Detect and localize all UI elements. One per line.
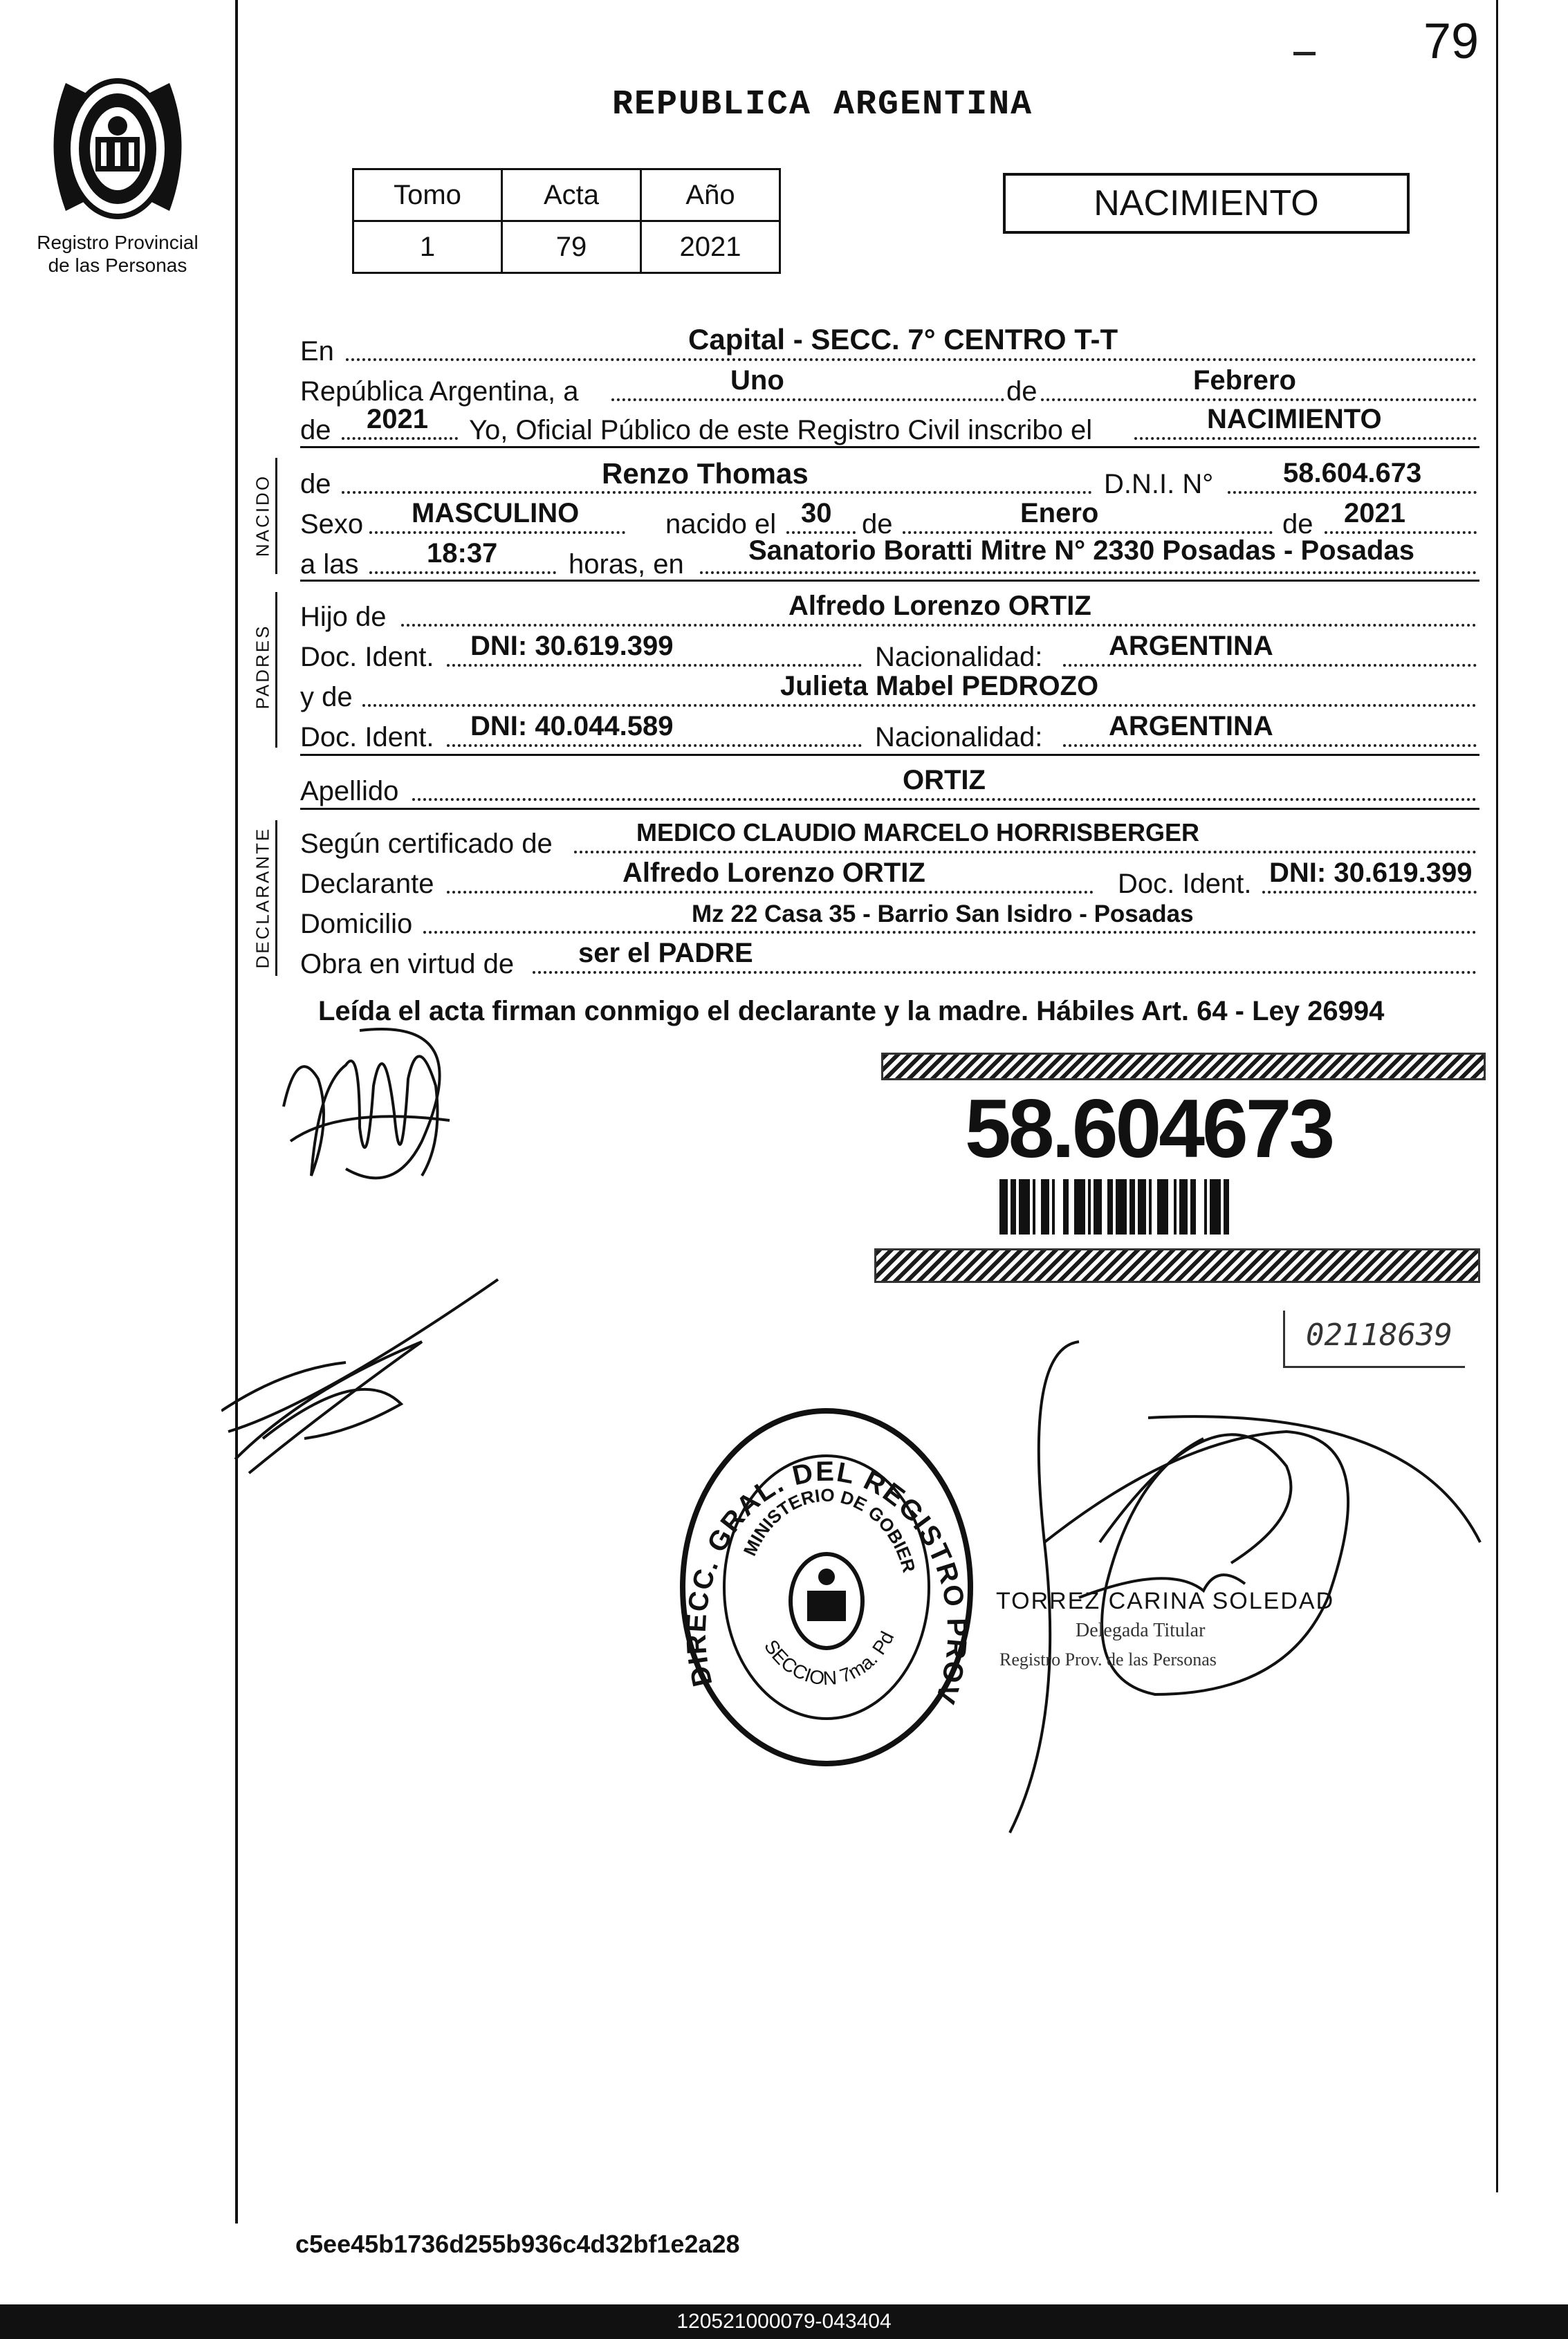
register-table	[352, 168, 781, 274]
id-number-large: 58.604673	[965, 1082, 1333, 1175]
child-dni: 58.604.673	[1283, 458, 1422, 488]
address-value: Mz 22 Casa 35 - Barrio San Isidro - Posadas	[692, 900, 1194, 927]
officer-office: Registro Prov. de las Personas	[999, 1649, 1217, 1670]
fill-line	[342, 491, 1092, 494]
place-value: Capital - SECC. 7° CENTRO T-T	[688, 323, 1118, 355]
fill-line	[401, 624, 1477, 627]
section-bar	[275, 592, 277, 748]
footer-bar	[0, 2304, 1568, 2339]
divider	[300, 446, 1479, 448]
certificate-by: MEDICO CLAUDIO MARCELO HORRISBERGER	[636, 818, 1200, 847]
label-de: de	[862, 509, 893, 539]
svg-text:MINISTERIO DE GOBIERNO: MINISTERIO DE GOBIER	[739, 1484, 920, 1575]
fill-line	[1041, 398, 1477, 401]
mother-nationality: ARGENTINA	[1109, 711, 1273, 741]
sex-value: MASCULINO	[412, 498, 580, 528]
section-bar	[275, 458, 277, 574]
barcode-icon	[999, 1179, 1338, 1235]
fill-line	[447, 664, 862, 667]
mother-signature-icon	[221, 1266, 539, 1494]
label-de: de	[1006, 376, 1037, 407]
fill-line	[903, 531, 1273, 534]
birth-month: Enero	[1020, 498, 1099, 528]
fill-line	[447, 744, 862, 747]
section-bar	[275, 820, 277, 976]
month-registered: Febrero	[1193, 365, 1296, 396]
fill-line	[1134, 437, 1477, 440]
official-stamp-icon	[674, 1404, 979, 1771]
label-doc-ident: Doc. Ident.	[300, 642, 434, 672]
divider	[300, 808, 1479, 810]
declarant-signature-icon	[270, 1003, 505, 1210]
father-nationality: ARGENTINA	[1109, 631, 1273, 661]
label-de: de	[300, 415, 331, 445]
fill-line	[362, 704, 1477, 707]
officer-name: TORREZ CARINA SOLEDAD	[996, 1588, 1335, 1614]
fill-line	[1262, 891, 1477, 894]
fill-line	[342, 437, 458, 440]
header-anio: Año	[641, 169, 780, 221]
value-tomo: 1	[353, 221, 502, 273]
closing-statement: Leída el acta firman conmigo el declarante y la madre. Hábiles Art. 64 - Ley 26994	[318, 996, 1385, 1026]
fill-line	[1063, 744, 1477, 747]
fill-line	[533, 971, 1477, 974]
mother-name: Julieta Mabel PEDROZO	[780, 671, 1099, 701]
label-doc-ident: Doc. Ident.	[300, 722, 434, 752]
father-doc: DNI: 30.619.399	[470, 631, 674, 661]
label-y-de: y de	[300, 682, 353, 712]
header-tomo: Tomo	[353, 169, 502, 221]
agency-line-2: de las Personas	[48, 255, 187, 276]
section-nacido: NACIDO	[252, 474, 273, 557]
fill-line	[1063, 664, 1477, 667]
birth-time: 18:37	[427, 538, 498, 568]
label-horas-en: horas, en	[569, 549, 684, 580]
label-a-las: a las	[300, 549, 359, 580]
label-republica: República Argentina, a	[300, 376, 579, 407]
label-obra: Obra en virtud de	[300, 949, 515, 979]
fill-line	[423, 931, 1477, 934]
fill-line	[369, 571, 556, 574]
label-dni: D.N.I. N°	[1104, 469, 1214, 499]
label-yo: Yo, Oficial Público de este Registro Civil inscribo el	[469, 415, 1093, 445]
label-nacido-el: nacido el	[665, 509, 777, 539]
acts-as-value: ser el PADRE	[578, 938, 753, 968]
declarant-doc: DNI: 30.619.399	[1269, 858, 1473, 888]
label-nacionalidad: Nacionalidad:	[875, 722, 1043, 752]
divider	[300, 754, 1479, 756]
fill-line	[346, 358, 1477, 361]
document-hash: c5ee45b1736d255b936c4d32bf1e2a28	[295, 2230, 740, 2258]
agency-line-1: Registro Provincial	[37, 232, 199, 253]
birth-year: 2021	[1344, 498, 1405, 528]
act-type-value: NACIMIENTO	[1207, 404, 1382, 434]
scan-mark	[1293, 52, 1316, 55]
document-title: REPUBLICA ARGENTINA	[612, 85, 1033, 124]
svg-text:DIRECC. GRAL. DEL REGISTRO PRO: DIRECC. GRAL. DEL REGISTRO PROV	[681, 1456, 972, 1709]
serial-number: 02118639	[1306, 1318, 1452, 1353]
fill-line	[786, 531, 856, 534]
officer-role: Delegada Titular	[1076, 1620, 1206, 1641]
fill-line	[611, 398, 1004, 401]
label-declarante: Declarante	[300, 869, 434, 899]
page-number: 79	[1423, 14, 1479, 69]
birth-place: Sanatorio Boratti Mitre N° 2330 Posadas - Posadas	[748, 535, 1414, 566]
section-declarante: DECLARANTE	[252, 826, 273, 969]
act-type-box: NACIMIENTO	[1003, 173, 1410, 234]
label-hijo-de: Hijo de	[300, 602, 387, 632]
security-band-top	[881, 1053, 1486, 1080]
divider	[300, 580, 1479, 582]
surname-value: ORTIZ	[903, 765, 986, 795]
year-registered: 2021	[367, 404, 428, 434]
fill-line	[1325, 531, 1477, 534]
label-en: En	[300, 336, 334, 367]
fill-line	[369, 531, 625, 534]
label-de: de	[1282, 509, 1313, 539]
value-anio: 2021	[641, 221, 780, 273]
mother-doc: DNI: 40.044.589	[470, 711, 674, 741]
footer-code: 120521000079-043404	[676, 2310, 892, 2333]
section-padres: PADRES	[252, 624, 273, 710]
fill-line	[412, 798, 1477, 801]
label-nacionalidad: Nacionalidad:	[875, 642, 1043, 672]
security-band-bottom	[874, 1248, 1480, 1283]
left-margin-line	[235, 0, 238, 2224]
header-acta: Acta	[502, 169, 641, 221]
label-sexo: Sexo	[300, 509, 364, 539]
right-margin-line	[1496, 0, 1498, 2192]
value-acta: 79	[502, 221, 641, 273]
fill-line	[1228, 491, 1477, 494]
label-domicilio: Domicilio	[300, 909, 413, 939]
fill-line	[700, 571, 1477, 574]
label-doc-ident: Doc. Ident.	[1118, 869, 1252, 899]
declarant-name: Alfredo Lorenzo ORTIZ	[622, 858, 925, 888]
child-name: Renzo Thomas	[602, 457, 809, 490]
fill-line	[447, 891, 1094, 894]
svg-text:SECCION 7ma. Pdas.: SECCION 7ma. Pd	[759, 1628, 898, 1690]
birth-day: 30	[801, 498, 832, 528]
father-name: Alfredo Lorenzo ORTIZ	[788, 591, 1091, 621]
day-registered: Uno	[730, 365, 784, 396]
officer-signature-icon	[996, 1335, 1494, 1840]
label-apellido: Apellido	[300, 776, 399, 806]
fill-line	[574, 851, 1477, 853]
label-de: de	[300, 469, 331, 499]
provincial-coat-of-arms-icon	[35, 62, 201, 228]
label-segun: Según certificado de	[300, 829, 553, 859]
